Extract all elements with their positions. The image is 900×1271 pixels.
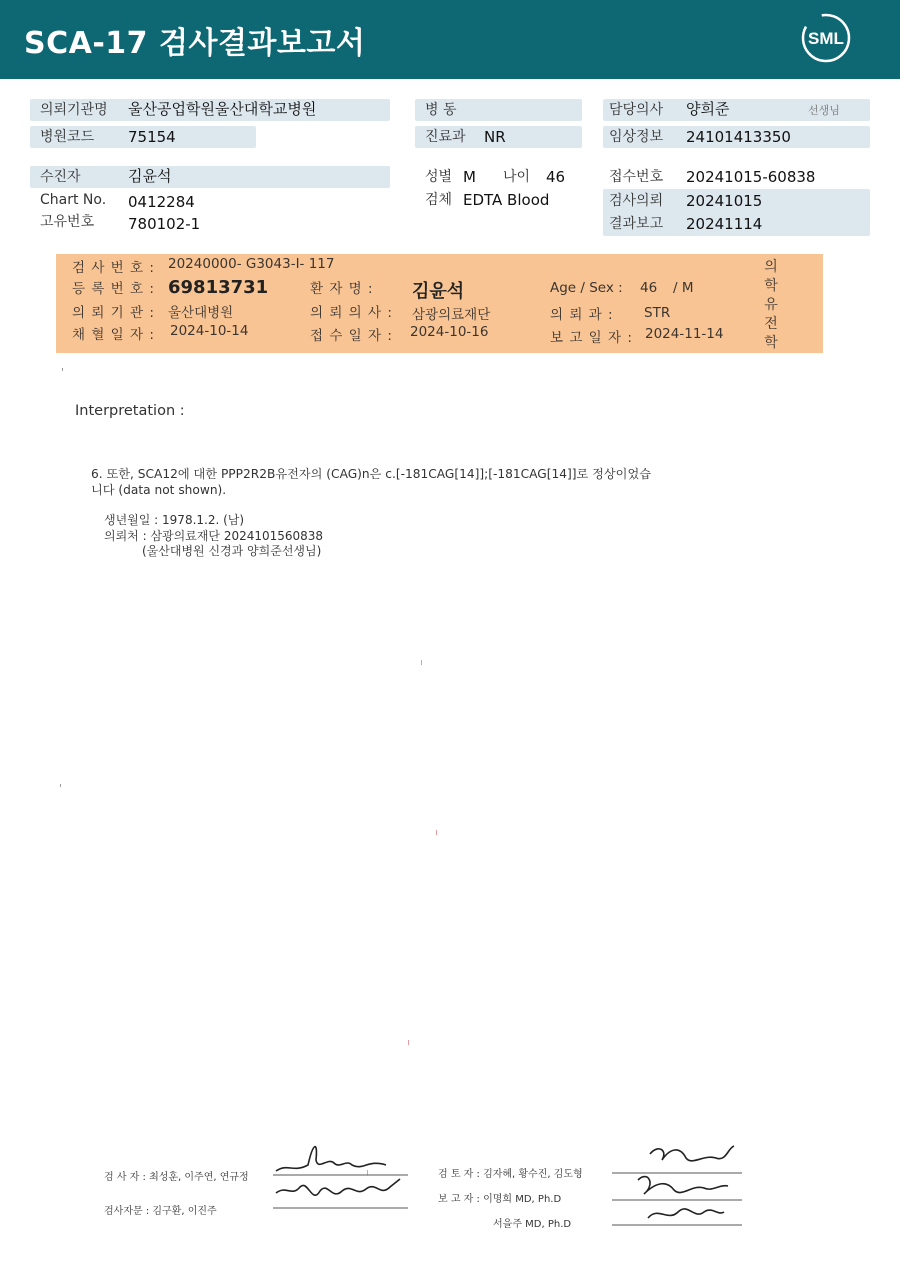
scan-sex-value: / M	[673, 280, 694, 296]
report-date-label: 결과보고	[609, 216, 664, 232]
examiner-signature-icon	[268, 1135, 413, 1217]
scan-req-doc-label: 의 뢰 의 사 :	[310, 305, 393, 321]
scan-age-value: 46	[640, 280, 658, 296]
specimen-label: 검체	[425, 192, 453, 208]
institution-label: 의뢰기관명	[40, 102, 108, 118]
patient-row	[30, 166, 390, 188]
receipt-value: 20241015-60838	[686, 168, 816, 186]
report-date-value: 20241114	[686, 215, 763, 233]
finding-line-1: 6. 또한, SCA12에 대한 PPP2R2B유전자의 (CAG)n은 c.[-181CAG[14]];[-181CAG[14]]로 정상이었습	[91, 467, 651, 481]
hospital-code-label: 병원코드	[40, 129, 95, 145]
scan-collect-label: 채 혈 일 자 :	[72, 327, 155, 343]
scan-patient-name-label: 환 자 명 :	[310, 281, 374, 297]
doctor-suffix: 선생님	[808, 104, 840, 117]
unique-value: 780102-1	[128, 215, 201, 233]
scan-speck	[62, 368, 63, 371]
scan-speck	[408, 1040, 409, 1045]
scan-report-value: 2024-11-14	[645, 326, 724, 342]
scan-speck	[60, 784, 61, 787]
receipt-label: 접수번호	[609, 169, 664, 185]
reviewer-label: 검 토 자 : 김자혜, 황수진, 김도형	[438, 1169, 583, 1180]
scan-reg-no-label: 등 록 번 호 :	[72, 281, 155, 297]
institution-value: 울산공업학원울산대학교병원	[128, 100, 317, 118]
request-label: 검사의뢰	[609, 193, 664, 209]
vertical-char: 전	[764, 316, 778, 332]
hospital-code-value: 75154	[128, 128, 176, 146]
scan-req-inst-label: 의 뢰 기 관 :	[72, 305, 155, 321]
interpretation-title: Interpretation :	[75, 403, 185, 419]
scan-age-sex-label: Age / Sex :	[550, 280, 623, 296]
specimen-value: EDTA Blood	[463, 191, 550, 209]
age-value: 46	[546, 168, 566, 186]
scan-collect-value: 2024-10-14	[170, 323, 249, 339]
report-title: SCA-17 검사결과보고서	[24, 26, 366, 61]
sex-label: 성별	[425, 169, 453, 185]
vertical-char: 학	[764, 278, 778, 294]
reporter-label: 보 고 자 : 이명희 MD, Ph.D	[438, 1194, 562, 1205]
examiner-label: 검 사 자 : 최성훈, 이주연, 연규정	[104, 1172, 249, 1183]
reporter2-label: 서을주 MD, Ph.D	[493, 1219, 572, 1230]
scan-receive-label: 접 수 일 자 :	[310, 328, 393, 344]
scan-req-doc-value: 삼광의료재단	[412, 307, 491, 323]
doctor-value: 양희준	[686, 100, 730, 118]
clinical-label: 임상정보	[609, 129, 664, 145]
patient-value: 김윤석	[128, 167, 172, 185]
finding-line-2: 니다 (data not shown).	[91, 483, 227, 497]
doctor-label: 담당의사	[609, 102, 664, 118]
chart-label: Chart No.	[40, 192, 107, 208]
scan-req-dept-value: STR	[644, 305, 671, 321]
vertical-char: 유	[764, 297, 778, 313]
ward-label: 병 동	[425, 102, 457, 118]
vertical-char: 학	[764, 335, 778, 351]
logo-text: SML	[808, 29, 844, 48]
referrer-sub-line: (울산대병원 신경과 양희준선생님)	[142, 544, 322, 558]
vertical-char: 의	[764, 259, 778, 275]
dept-value: NR	[484, 128, 506, 146]
unique-label: 고유번호	[40, 214, 95, 230]
sex-value: M	[463, 168, 476, 186]
clinical-value: 24101413350	[686, 128, 791, 146]
patient-label: 수진자	[40, 169, 81, 185]
scan-receive-value: 2024-10-16	[410, 324, 489, 340]
sml-logo-icon	[800, 12, 852, 64]
chart-value: 0412284	[128, 193, 195, 211]
scan-test-no-label: 검 사 번 호 :	[72, 260, 155, 276]
request-value: 20241015	[686, 192, 763, 210]
reviewer-signature-icon	[608, 1140, 748, 1230]
scan-test-no-value: 20240000- G3043-I- 117	[168, 256, 335, 272]
referrer-line: 의뢰처 : 삼광의료재단 2024101560838	[104, 529, 324, 543]
scan-speck	[421, 660, 422, 665]
scan-report-label: 보 고 일 자 :	[550, 330, 633, 346]
scan-req-dept-label: 의 뢰 과 :	[550, 307, 614, 323]
scan-reg-no-value: 69813731	[168, 277, 269, 298]
dept-label: 진료과	[425, 129, 466, 145]
scan-speck	[436, 830, 437, 835]
birth-line: 생년월일 : 1978.1.2. (남)	[104, 513, 245, 527]
examiner-chief-label: 검사자문 : 김구환, 이진주	[104, 1206, 217, 1217]
scan-req-inst-value: 울산대병원	[168, 305, 234, 321]
age-label: 나이	[503, 169, 531, 185]
scan-patient-name-value: 김윤석	[412, 281, 465, 302]
scan-vertical-department	[763, 258, 779, 353]
